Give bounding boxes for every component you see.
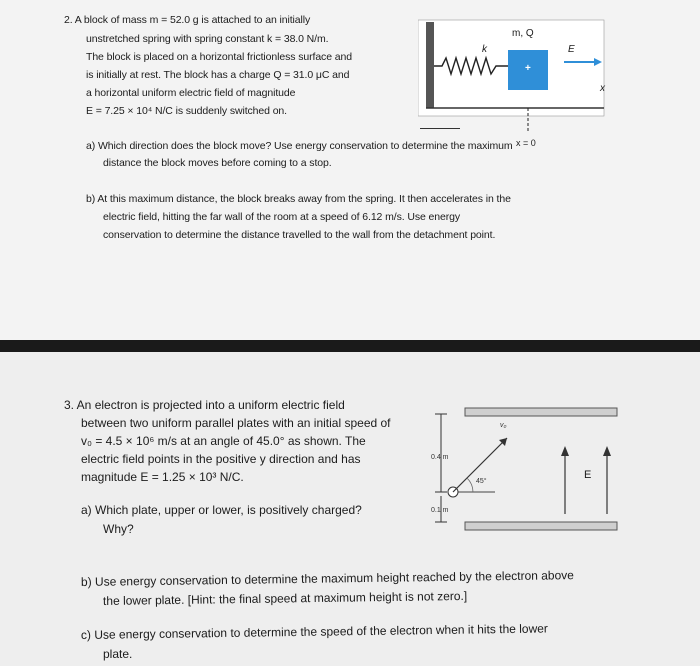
problem-3-line-1: 3. An electron is projected into a uniform electric field: [64, 398, 345, 412]
problem-3-part-b-line-2: the lower plate. [Hint: the final speed at maximum height is not zero.]: [102, 588, 468, 608]
problem-2-line-5: a horizontal uniform electric field of magnitude: [86, 87, 296, 99]
wall: [426, 22, 434, 108]
problem-3-part-c-line-2: plate.: [103, 647, 133, 661]
angle-arc: [467, 478, 473, 492]
problem-2-part-b-line-3: conservation to determine the distance travelled to the wall from the detachment point.: [103, 229, 496, 241]
problem-2-part-a-line-2: distance the block moves before coming to a stop.: [103, 157, 332, 169]
problem-3-part-b-line-1: b) Use energy conservation to determine the maximum height reached by the electron above: [80, 568, 574, 589]
problem-3-line-2: between two uniform parallel plates with an initial speed of: [81, 416, 391, 430]
problem-3-line-5: magnitude E = 1.25 × 10³ N/C.: [81, 470, 244, 484]
lower-plate: [465, 522, 617, 530]
problem-2-line-1: 2. A block of mass m = 52.0 g is attached to an initially: [64, 14, 311, 26]
problem-2-part-b-line-2: electric field, hitting the far wall of the room at a speed of 6.12 m/s. Use energy: [103, 211, 461, 223]
problem-2-part-a-line-1: a) Which direction does the block move? Use energy conservation to determine the maximum: [86, 140, 513, 152]
problem-2-line-4: is initially at rest. The block has a charge Q = 31.0 μC and: [86, 69, 350, 81]
problem-3-part-c-line-1: c) Use energy conservation to determine the speed of the electron when it hits the lower: [80, 621, 548, 642]
problem-2-part-b-line-1: b) At this maximum distance, the block breaks away from the spring. It then accelerates in the: [86, 193, 511, 205]
field-label: E: [568, 44, 575, 55]
field-label-e: E: [584, 469, 592, 481]
problem-3-part-a-line-1: a) Which plate, upper or lower, is positively charged?: [81, 503, 362, 517]
angle-label: 45°: [476, 478, 487, 485]
block-sign: +: [525, 63, 531, 74]
upper-plate: [465, 408, 617, 416]
problem-3-line-3: v₀ = 4.5 × 10⁶ m/s at an angle of 45.0° as shown. The: [81, 434, 366, 448]
spring-constant-label: k: [482, 44, 487, 55]
problem-3-page: [0, 352, 700, 666]
problem-3-line-4: electric field points in the positive y direction and has: [81, 452, 361, 466]
problem-2-line-3: The block is placed on a horizontal frictionless surface and: [86, 51, 352, 63]
problem-2-line-2: unstretched spring with spring constant k = 38.0 N/m.: [86, 33, 329, 45]
x-zero-label: x = 0: [516, 138, 536, 148]
parallel-plates-figure: [425, 394, 625, 544]
mass-charge-label: m, Q: [512, 28, 534, 39]
gap-label: 0.1 m: [431, 507, 449, 514]
x-axis-label: x: [600, 83, 605, 94]
short-rule: [420, 128, 460, 129]
v0-label: v₀: [500, 422, 507, 429]
problem-3-part-a-line-2: Why?: [103, 522, 134, 536]
height-label: 0.4 m: [431, 454, 449, 461]
problem-2-line-6: E = 7.25 × 10⁴ N/C is suddenly switched on.: [86, 105, 287, 117]
